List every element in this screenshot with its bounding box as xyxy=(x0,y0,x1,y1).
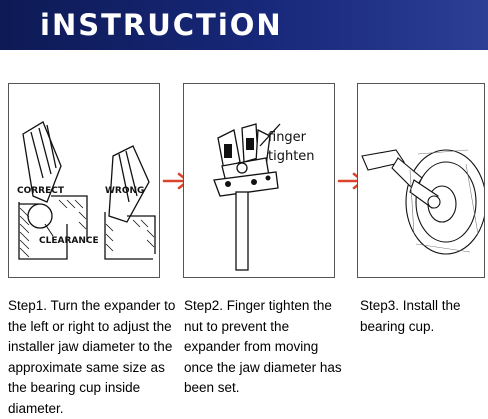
wrong-label: WRONG xyxy=(105,186,145,196)
step2-text: Step2. Finger tighten the nut to prevent the expander from moving once the jaw diameter has been set. xyxy=(184,298,342,395)
bearing-cup-install-diagram xyxy=(358,84,485,278)
correct-wrong-diagram xyxy=(9,84,160,278)
step3-text: Step3. Install the bearing cup. xyxy=(360,298,461,334)
expander-tool-diagram xyxy=(184,84,335,278)
step1-text: Step1. Turn the expander to the left or right to adjust the installer jaw diameter to the approximate same size as the bearing cup inside diameter. xyxy=(8,298,176,416)
header-banner xyxy=(0,0,488,50)
tighten-label: tighten xyxy=(268,149,315,164)
step1-illustration xyxy=(8,83,160,278)
step2-illustration xyxy=(183,83,335,278)
page-title: iNSTRUCTiON xyxy=(40,8,283,42)
step3-illustration xyxy=(357,83,485,278)
correct-label: CORRECT xyxy=(17,186,65,196)
clearance-label: CLEARANCE xyxy=(39,236,99,246)
finger-label: finger xyxy=(268,130,307,145)
